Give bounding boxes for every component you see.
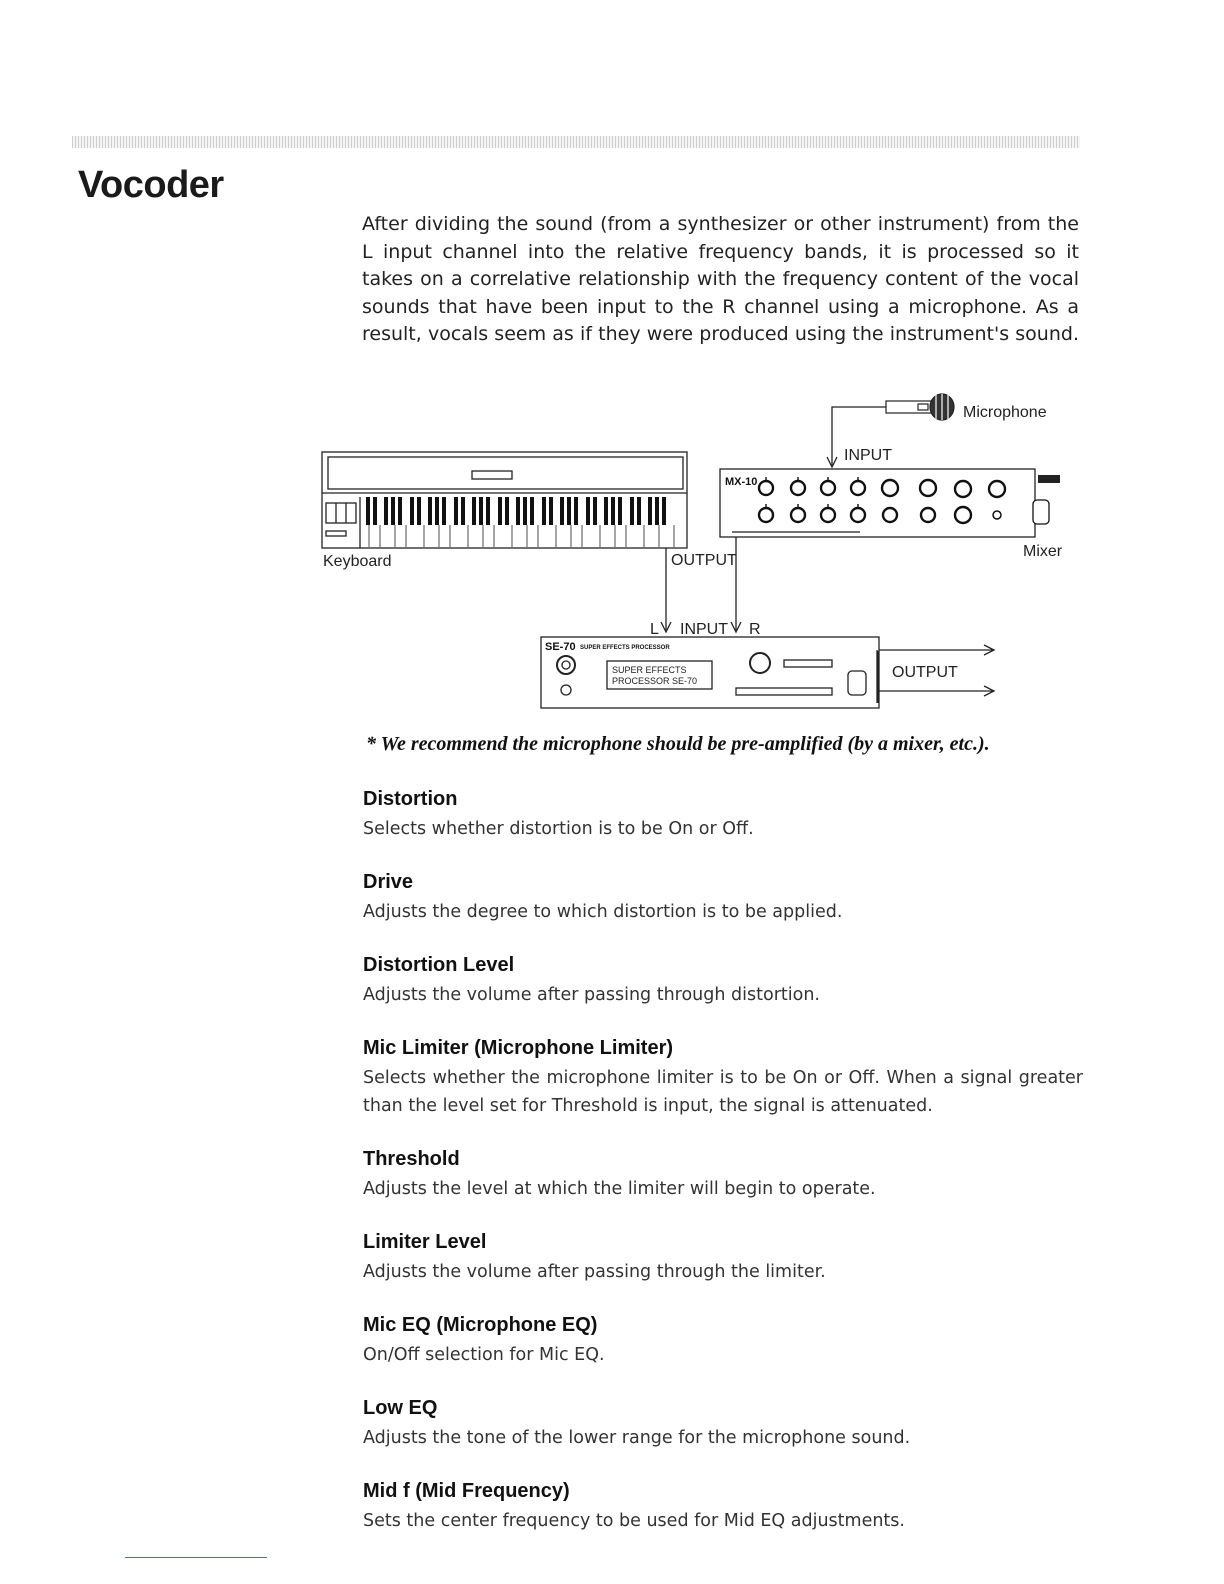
header-dotted-rule: [72, 136, 1080, 148]
footer-line: [125, 1557, 267, 1558]
param-heading: Distortion: [363, 788, 458, 810]
param-mic-limiter: [363, 1035, 1083, 1120]
param-threshold: [363, 1146, 1083, 1203]
l-channel-label: L: [650, 621, 659, 638]
recommendation-note: * We recommend the microphone should be pre-amplified (by a mixer, etc.).: [366, 733, 990, 755]
param-description: Selects whether distortion is to be On or Off.: [363, 819, 754, 839]
param-description: Selects whether the microphone limiter is to be On or Off. When a signal greater than the level set for Threshold is input, the signal is attenuated.: [363, 1068, 1083, 1116]
param-heading: Distortion Level: [363, 954, 515, 976]
se70-input-label: INPUT: [680, 621, 728, 638]
param-heading: Threshold: [363, 1148, 460, 1170]
keyboard-output-label: OUTPUT: [671, 552, 737, 569]
param-distortion: [363, 786, 1083, 843]
se70-output-label: OUTPUT: [892, 664, 958, 681]
mixer-input-label: INPUT: [844, 447, 892, 464]
mixer-model: MX-10: [725, 476, 758, 488]
param-description: Adjusts the degree to which distortion is to be applied.: [363, 902, 843, 922]
connection-diagram: [300, 385, 1080, 715]
section-title: Vocoder: [78, 164, 224, 206]
param-heading: Drive: [363, 871, 414, 893]
param-description: Adjusts the level at which the limiter will begin to operate.: [363, 1179, 876, 1199]
se70-model: SE-70: [545, 641, 576, 653]
param-mid-frequency: [363, 1478, 1083, 1535]
r-channel-label: R: [749, 621, 761, 638]
keyboard-label: Keyboard: [323, 553, 392, 570]
param-description: Adjusts the volume after passing through the limiter.: [363, 1262, 826, 1282]
param-heading: Mic EQ (Microphone EQ): [363, 1314, 598, 1336]
lcd-line-2: PROCESSOR SE-70: [612, 676, 698, 686]
param-description: Adjusts the volume after passing through distortion.: [363, 985, 820, 1005]
se70-heading: SUPER EFFECTS PROCESSOR: [580, 645, 670, 651]
param-description: Sets the center frequency to be used for Mid EQ adjustments.: [363, 1511, 905, 1531]
param-heading: Low EQ: [363, 1397, 438, 1419]
mixer-label: Mixer: [1023, 543, 1063, 560]
param-description: Adjusts the tone of the lower range for the microphone sound.: [363, 1428, 911, 1448]
lcd-line-1: SUPER EFFECTS: [612, 665, 687, 675]
param-distortion-level: [363, 952, 1083, 1009]
param-heading: Mic Limiter (Microphone Limiter): [363, 1037, 674, 1059]
mixer-knobs: [759, 480, 1005, 523]
param-limiter-level: [363, 1229, 1083, 1286]
param-heading: Mid f (Mid Frequency): [363, 1480, 570, 1502]
microphone-label: Microphone: [963, 404, 1047, 421]
param-low-eq: [363, 1395, 1083, 1452]
param-description: On/Off selection for Mic EQ.: [363, 1345, 605, 1365]
param-drive: [363, 869, 1083, 926]
microphone-icon: [886, 394, 954, 420]
intro-paragraph: After dividing the sound (from a synthesizer or other instrument) from the L input channel into the relative frequency bands, it is processed so it takes on a correlative relationship with the frequency content of the vocal sounds that have been input to the R channel using a microphone. As a result, vocals seem as if they were produced using the instrument's sound.: [362, 213, 1079, 346]
param-heading: Limiter Level: [363, 1231, 487, 1253]
param-mic-eq: [363, 1312, 1083, 1369]
mixer: [720, 469, 1035, 537]
